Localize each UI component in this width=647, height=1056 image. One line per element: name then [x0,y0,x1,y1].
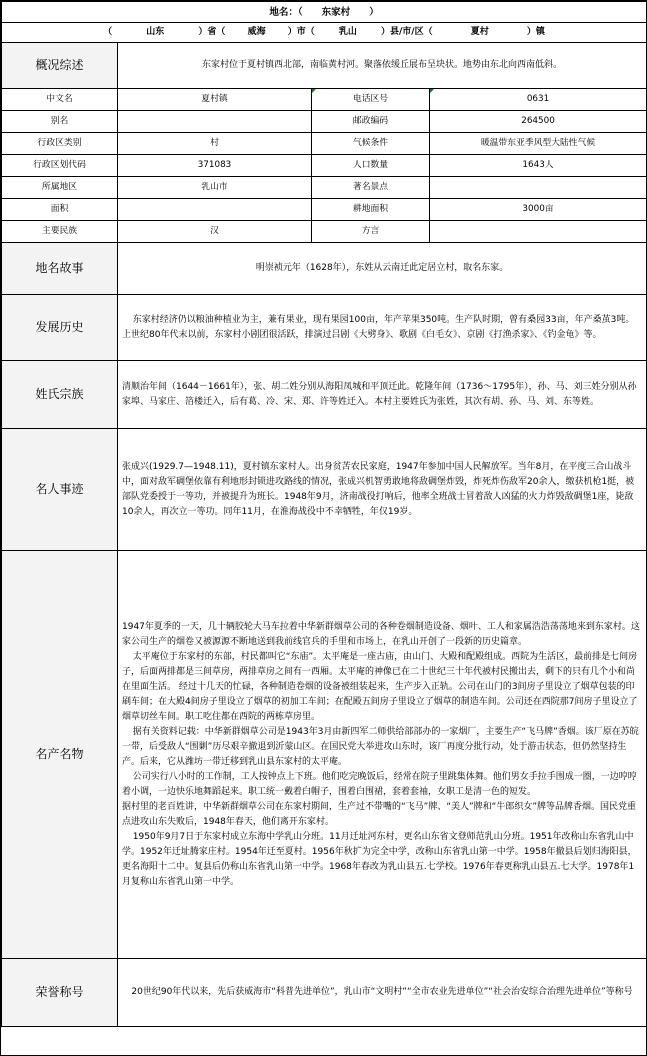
attr-label: 邮政编码 [312,111,430,133]
attr-value [118,111,312,133]
story-label: 地名故事 [2,243,118,295]
county-value: 乳山 [338,27,357,37]
attr-row [2,221,647,243]
title-row [2,2,647,23]
address-row [2,23,647,43]
products-paragraph: 1950年9月7日于东家村成立东海中学乳山分班。11月迁址河东村，更名山东省文登师范乳山分班。1951年改称山东省乳山中学。1952年迁址腾家庄村。1954年迁至夏村。1956年秋扩为完全中学，改称山东省乳山第一中学。1958年撤县后划归海阳县，更名海阳十二中。复县后仍称山东省乳山第一中学。1968年春改为乳山县五.七学校。1976年春更称乳山县五.七大学。1978年1月复称山东省乳山第一中学。 [122,831,637,887]
products-paragraph: 太平庵位于东家村的东部，村民都叫它“东庙”。太平庵是一座古庙，由山门、大殿和配殿组成。西院为生活区，最前排是七间房子，后面两排都是三间草房，两排草房之间有一西厢。太平庵的神像已在二十世纪三十年代被村民搬出去，剩下的只有几个小和尚在里面生活。 经过十几天的忙碌，各种制造卷烟的设备被组装起来，生产步入正轨。公司在山门的3间房子里设立了烟草包装的印刷车间；在大殿4间房子里设立了烟草的初加工车间；在配殿五间房子里设立了烟草的制造车间。公司还在西院那7间房子里设立了烟草切丝车间。职工吃住都在西院的两栋草房里。 [122,651,638,722]
honors-text: 20世纪90年代以来，先后获威海市“科普先进单位”，乳山市“文明村”“全市农业先进单位”“社会治安综合治理先进单位”等称号 [118,959,647,1027]
attr-label: 别名 [2,111,118,133]
attr-row [2,111,647,133]
attr-label: 著名景点 [312,177,430,199]
honors-label: 荣誉称号 [2,959,118,1027]
title-label: 地名：（ [269,6,303,18]
clans-label: 姓氏宗族 [2,361,118,429]
attr-row [2,89,647,111]
attr-label: 面积 [2,199,118,221]
products-paragraph: 据有关资料记载：中华新群烟草公司是1943年3月由新四军二师供给部部办的一家烟厂，主要生产“飞马牌”香烟。该厂原在苏皖一带，后受敌人“围剿”历尽艰辛撤退到沂蒙山区。在国民党大举进攻山东时，该厂再度分批行动，处于游击状态，但仍然坚持生产。后来，它从潍坊一带迁移到乳山县东家村的太平庵。 [122,726,639,767]
attr-value: 1643人 [430,155,647,177]
attr-label: 行政区划代码 [2,155,118,177]
city-suffix: ）市（ [287,27,315,37]
products-text [118,551,647,959]
attr-label: 人口数量 [312,155,430,177]
attr-value: 夏村镇 [118,89,312,111]
attr-label: 电话区号 [312,89,430,111]
products-paragraph: 据村里的老百姓讲，中华新群烟草公司在东家村期间，生产过不带嘴的“飞马”牌、“美人”牌和“牛郎织女”牌等品牌香烟。国民党重点进攻山东失败后，1948年春天，他们离开东家村。 [122,801,636,827]
attr-label: 主要民族 [2,221,118,243]
story-text: 明崇祯元年（1628年），东姓从云南迁此定居立村，取名东家。 [118,243,647,295]
attr-label: 气候条件 [312,133,430,155]
history-label: 发展历史 [2,295,118,361]
province-value: 山东 [146,27,165,37]
attr-value [430,177,647,199]
addr-open: （ [103,27,113,37]
attr-row [2,177,647,199]
history-text: 东家村经济仍以粮油种植业为主，兼有果业，现有果园100亩，年产苹果350吨。生产队时期，曾有桑园33亩，年产桑茧3吨。上世纪80年代末以前，东家村小剧团很活跃，排演过吕剧《大劈身》、歌剧《白毛女》、京剧《打渔杀家》、《钓金龟》等。 [118,295,647,361]
attr-value: 暖温带东亚季风型大陆性气候 [430,133,647,155]
products-paragraph: 公司实行八小时的工作制，工人按钟点上下班。他们吃完晚饭后，经常在院子里跳集体舞。他们男女手拉手围成一圈，一边哼哼着小调，一边快乐地舞蹈起来。职工统一戴着白帽子，围着白围裙，套着套袖，女职工是清一色的短发。 [122,771,637,797]
place-name: 东家村 [321,6,351,18]
town-suffix: ）镇 [526,27,545,37]
products-label: 名产名物 [2,551,118,959]
attr-value [430,221,647,243]
town-value: 夏村 [470,27,489,37]
gazetteer-table [1,1,647,1027]
attr-value: 乳山市 [118,177,312,199]
attr-value: 汉 [118,221,312,243]
attr-value [118,199,312,221]
city-value: 威海 [247,27,266,37]
attr-row [2,199,647,221]
attr-row [2,155,647,177]
attr-value: 3000亩 [430,199,647,221]
attr-value: 村 [118,133,312,155]
attr-value: 0631 [430,89,647,111]
attr-row [2,133,647,155]
products-paragraph: 1947年夏季的一天，几十辆胶轮大马车拉着中华新群烟草公司的各种卷烟制造设备、烟叶、工人和家属浩浩荡荡地来到东家村。这家公司生产的烟卷又被源源不断地送到我前线官兵的手里和市场上，在乳山开创了一段新的历史篇章。 [122,621,640,647]
attr-label: 耕地面积 [312,199,430,221]
people-text: 张成兴(1929.7—1948.11)，夏村镇东家村人。出身贫苦农民家庭，1947年参加中国人民解放军。当年8月，在平度三合山战斗中，面对敌军碉堡依靠有利地形封锁进攻路线的情况，张成兴机智勇敢地将敌碉堡炸毁，炸死炸伤敌军20余人，缴获机枪1挺，被部队党委授于一等功，并被提升为班长。1948年9月，济南战役打响后，他率全班战士冒着敌人凶猛的火力炸毁敌碉堡1座，毙敌10余人，再次立一等功。同年11月，在淮海战役中不幸牺牲，年仅19岁。 [118,429,647,551]
clans-text: 清顺治年间（1644－1661年），张、胡二姓分别从海阳凤城和平顶迁此。乾隆年间（1736～1795年），孙、马、刘三姓分别从孙家埠、马家庄、箔楼迁入，后有葛、冷、宋、郑、许等姓迁入。本村主要姓氏为张姓，其次有胡、孙、马、刘、东等姓。 [118,361,647,429]
title-close: ） [369,6,379,18]
province-suffix: ）省（ [198,27,226,37]
attr-label: 所属地区 [2,177,118,199]
overview-label: 概况综述 [2,43,118,89]
county-suffix: ）县/市/区（ [381,27,433,37]
attr-label: 方言 [312,221,430,243]
attr-label: 行政区类别 [2,133,118,155]
attr-label: 中文名 [2,89,118,111]
people-label: 名人事迹 [2,429,118,551]
attr-value: 264500 [430,111,647,133]
attr-value: 371083 [118,155,312,177]
overview-text: 东家村位于夏村镇西北部，南临黄村河。聚落依缓丘展布呈块状。地势由东北向西南低斜。 [118,43,647,89]
